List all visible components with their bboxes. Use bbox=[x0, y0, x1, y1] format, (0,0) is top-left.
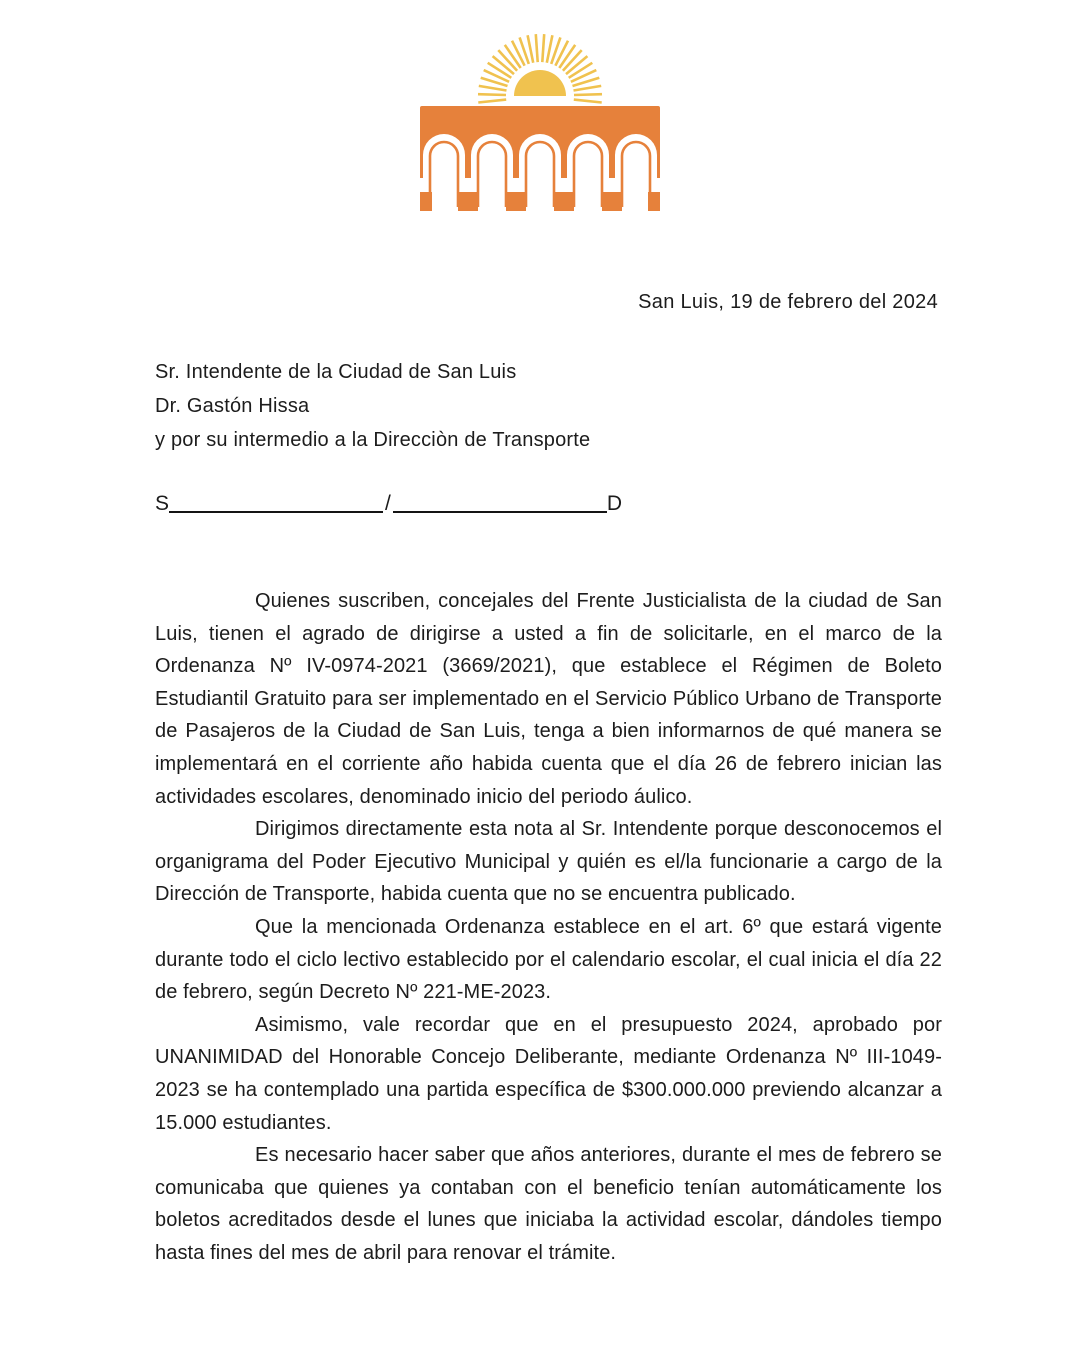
column-foot bbox=[458, 192, 478, 211]
salutation-s: S bbox=[155, 492, 170, 515]
sun-ray bbox=[574, 94, 602, 95]
recipient-line-3: y por su intermedio a la Direcciòn de Transporte bbox=[155, 429, 591, 451]
recipient-line-1: Sr. Intendente de la Ciudad de San Luis bbox=[155, 361, 517, 383]
sun-ray bbox=[479, 86, 507, 91]
salutation-blank-left bbox=[169, 511, 383, 513]
arch-top-bar bbox=[420, 106, 660, 130]
column-foot bbox=[602, 192, 622, 211]
sun-ray bbox=[478, 100, 506, 103]
sun-ray bbox=[547, 35, 553, 63]
body-paragraph-4: Asimismo, vale recordar que en el presupuesto 2024, aprobado por UNANIMIDAD del Honorable Concejo Deliberante, mediante Ordenanza Nº III-1049-2023 se ha contemplado una partida específica de $300.000.000 previendo alcanzar a 15.000 estudiantes. bbox=[155, 1013, 942, 1134]
municipal-logo bbox=[420, 30, 660, 211]
sun-ray bbox=[542, 34, 544, 62]
sun-disk-icon bbox=[514, 70, 566, 96]
sun-ray bbox=[528, 35, 534, 63]
column-foot bbox=[554, 192, 574, 211]
column-foot bbox=[420, 192, 432, 211]
sun-icon bbox=[420, 30, 660, 104]
letter-body bbox=[155, 585, 942, 1269]
column-foot bbox=[506, 192, 526, 211]
body-paragraph-2: Dirigimos directamente esta nota al Sr. Intendente porque desconocemos el organigrama del Poder Ejecutivo Municipal y quién es el/la funcionarie a cargo de la Dirección de Transporte, habida cuenta que no se encuentra publicado. bbox=[155, 818, 942, 906]
salutation-slash: / bbox=[385, 492, 391, 515]
body-paragraph-5: Es necesario hacer saber que años anteriores, durante el mes de febrero se comunicaba que quienes ya contaban con el beneficio tenían automáticamente los boletos acreditados desde el lunes que iniciaba la actividad escolar, dándoles tiempo hasta fines del mes de abril para renovar el trámite. bbox=[155, 1144, 942, 1264]
body-paragraph-1: Quienes suscriben, concejales del Frente Justicialista de la ciudad de San Luis, tienen el agrado de dirigirse a usted a fin de solicitarle, en el marco de la Ordenanza Nº IV-0974-2021 (3669/2021), que establece el Régimen de Boleto Estudiantil Gratuito para ser implementado en el Servicio Público Urbano de Transporte de Pasajeros de la Ciudad de San Luis, tenga a bien informarnos de qué manera se implementará en el corriente año habida cuenta que el día 26 de febrero inician las actividades escolares, denominado inicio del periodo áulico. bbox=[155, 590, 942, 808]
salutation-blank-right bbox=[393, 511, 607, 513]
salutation-d: D bbox=[606, 492, 623, 515]
arches-icon bbox=[420, 106, 660, 211]
column-foot bbox=[648, 192, 660, 211]
sun-ray bbox=[478, 94, 506, 95]
recipient-line-2: Dr. Gastón Hissa bbox=[155, 395, 310, 417]
letter-date: San Luis, 19 de febrero del 2024 bbox=[638, 291, 938, 313]
sun-ray bbox=[574, 100, 602, 103]
body-paragraph-3: Que la mencionada Ordenanza establece en el art. 6º que estará vigente durante todo el ciclo lectivo establecido por el calendario escolar, el cual inicia el día 22 de febrero, según Decreto Nº 221-ME-2023. bbox=[155, 915, 942, 1004]
recipient-block bbox=[155, 355, 590, 457]
sun-ray bbox=[574, 86, 602, 91]
sun-ray bbox=[536, 34, 538, 62]
salutation-line bbox=[155, 492, 622, 516]
